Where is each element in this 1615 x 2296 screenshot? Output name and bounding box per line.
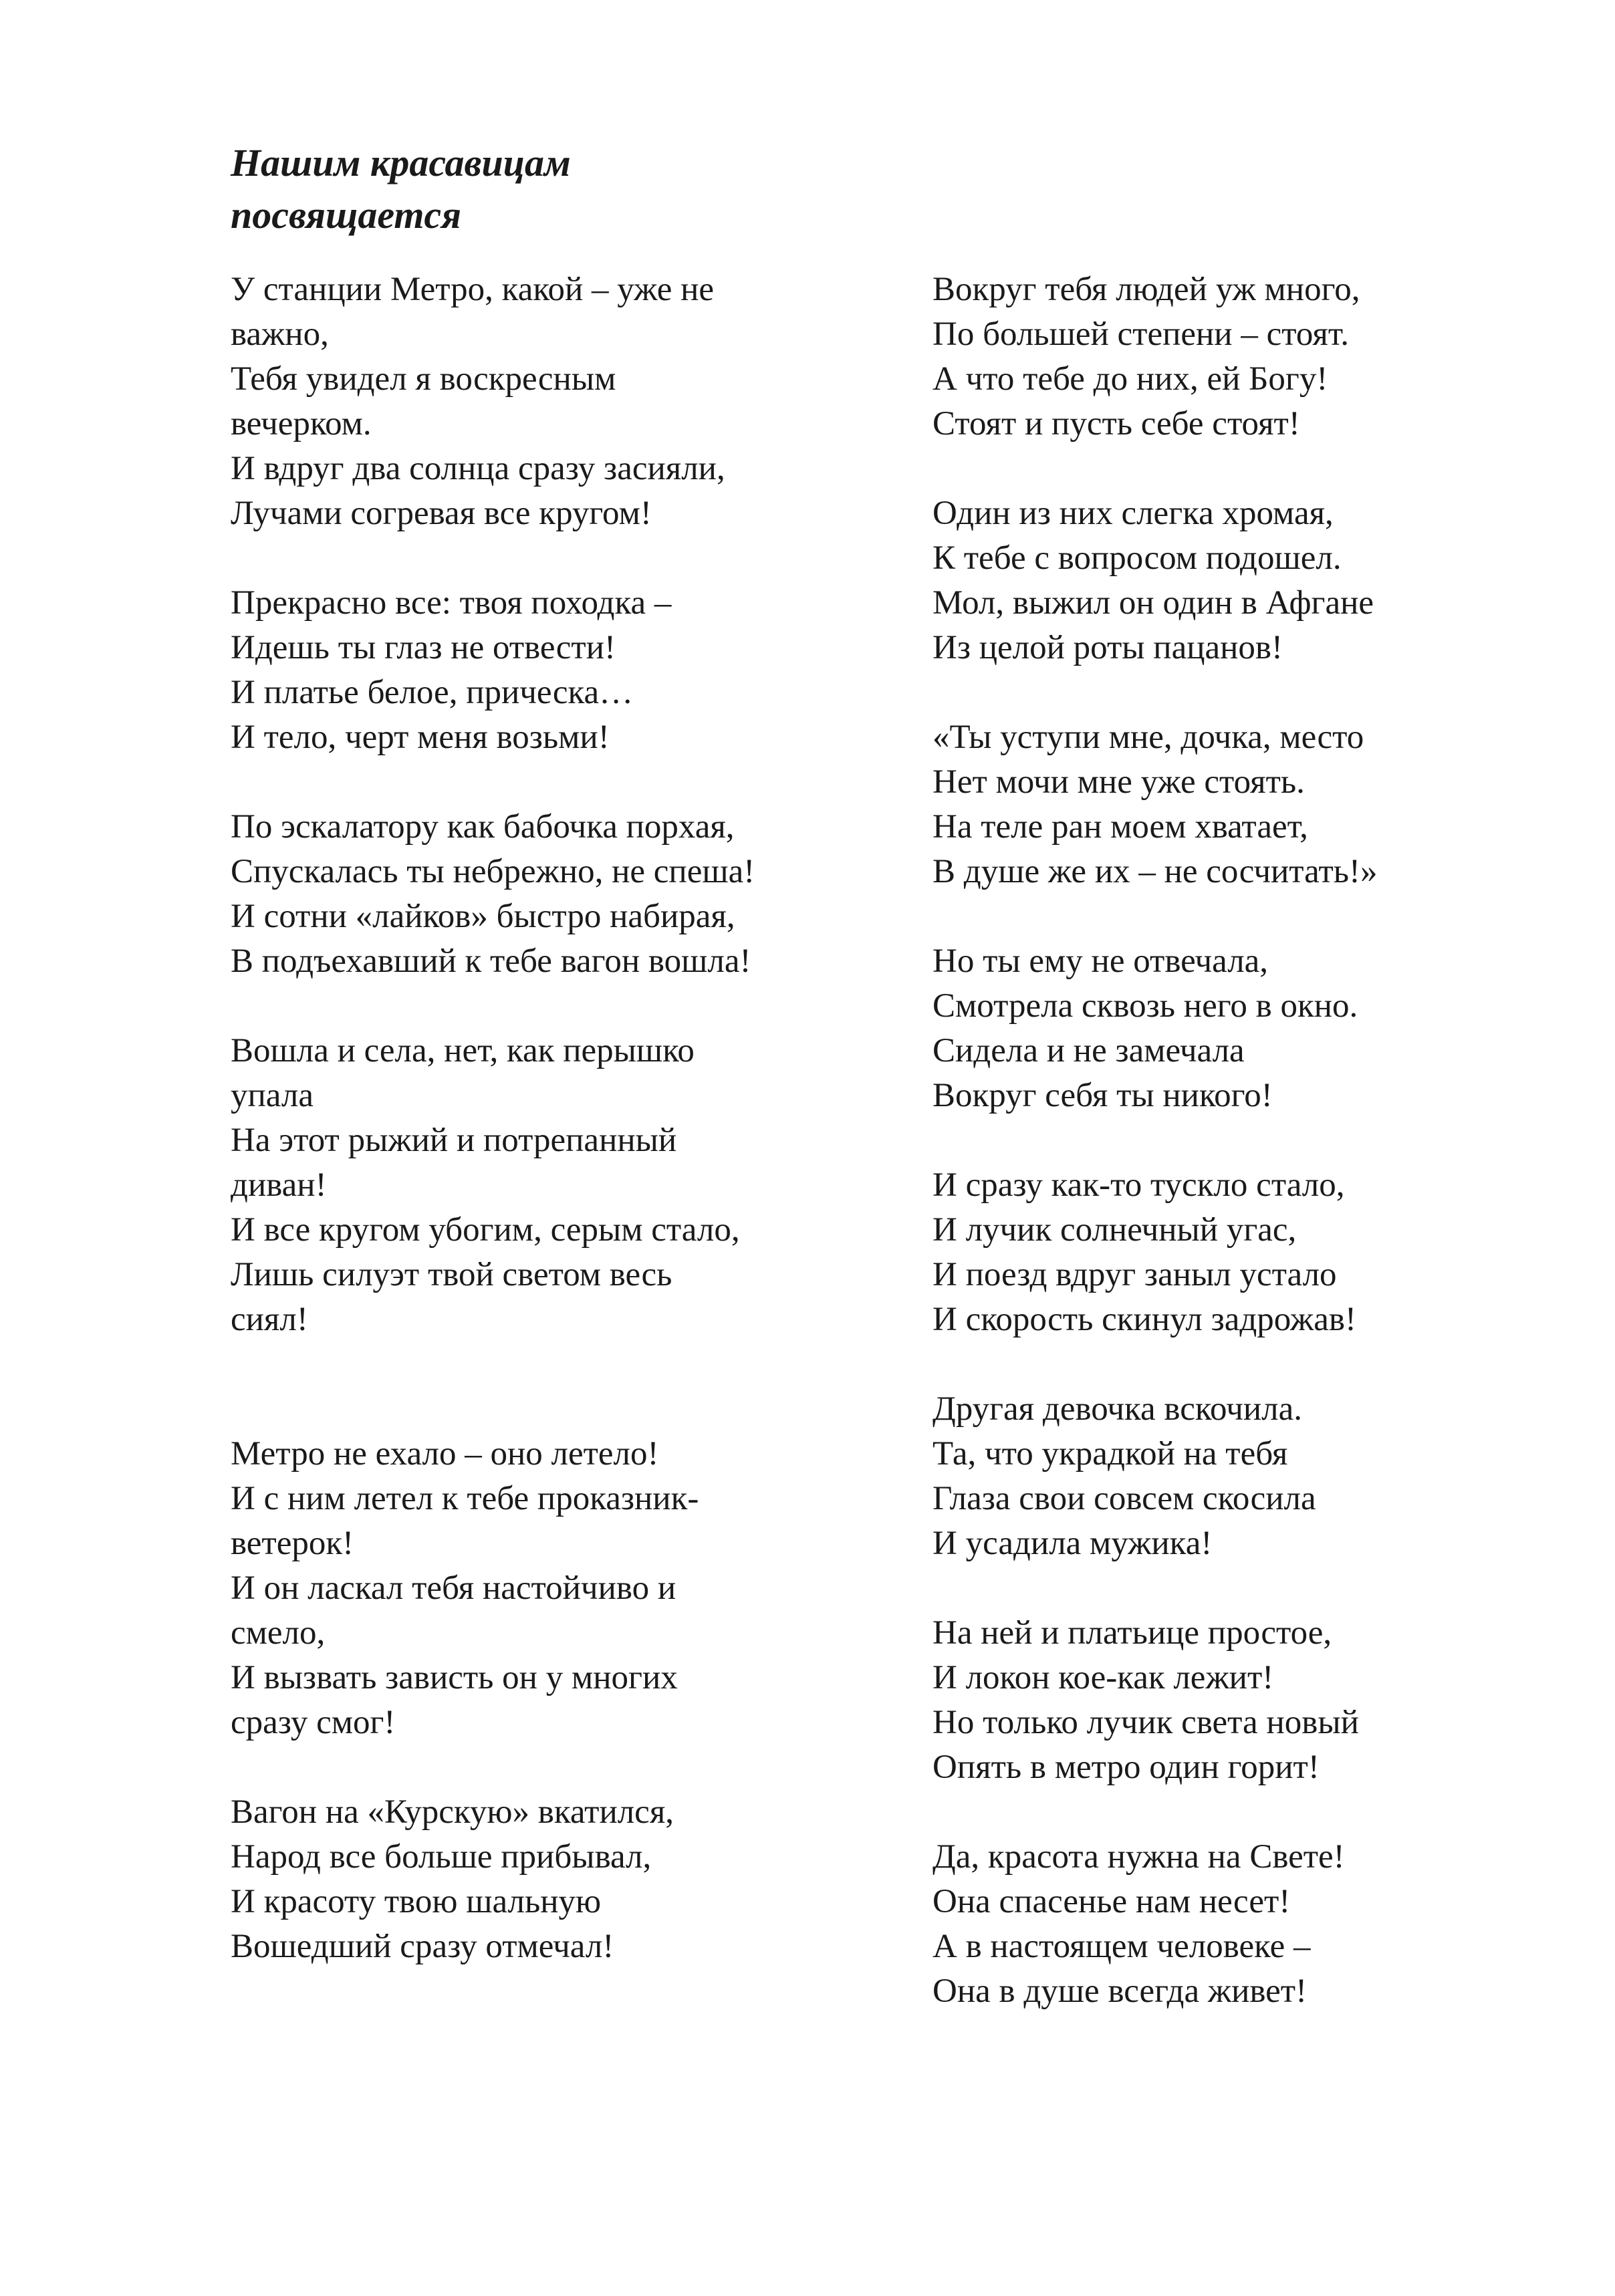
stanza	[933, 267, 1601, 447]
stanza-gap	[933, 670, 1601, 715]
poem-line: Спускалась ты небрежно, не спеша!	[231, 853, 755, 890]
poem-line: В душе же их – не сосчитать!»	[933, 853, 1378, 890]
poem-line: смело,	[231, 1614, 326, 1652]
poem-line: Народ все больше прибывал,	[231, 1838, 652, 1876]
poem-line: Вошедший сразу отмечал!	[231, 1928, 614, 1965]
stanza	[933, 1163, 1601, 1342]
poem-line: Глаза свои совсем скосила	[933, 1480, 1316, 1517]
stanza	[933, 1387, 1601, 1566]
poem-line: Та, что украдкой на тебя	[933, 1435, 1288, 1473]
poem-line: И сотни «лайков» быстро набирая,	[231, 898, 735, 935]
poem-line: Из целой роты пацанов!	[933, 629, 1283, 666]
poem-line: Вокруг себя ты никого!	[933, 1077, 1273, 1114]
poem-line: В подъехавший к тебе вагон вошла!	[231, 942, 751, 980]
poem-line: Она в душе всегда живет!	[933, 1972, 1308, 2010]
stanza-gap	[231, 536, 899, 581]
poem-line: «Ты уступи мне, дочка, место	[933, 719, 1364, 756]
poem-line: диван!	[231, 1166, 327, 1204]
poem-line: По большей степени – стоят.	[933, 315, 1350, 353]
right-column	[933, 267, 1601, 2014]
stanza	[231, 267, 899, 536]
poem-line: А в настоящем человеке –	[933, 1928, 1311, 1965]
stanza-gap	[231, 760, 899, 805]
stanza-gap	[231, 984, 899, 1029]
stanza	[231, 1790, 899, 1969]
poem-line: Метро не ехало – оно летело!	[231, 1435, 659, 1473]
poem-line: И красоту твою шальную	[231, 1883, 602, 1920]
stanza	[231, 1029, 899, 1342]
poem-line: Стоят и пусть себе стоят!	[933, 405, 1300, 442]
poem-line: И поезд вдруг заныл устало	[933, 1256, 1337, 1293]
poem-title	[231, 137, 899, 241]
poem-line: И лучик солнечный угас,	[933, 1211, 1297, 1249]
poem-line: сразу смог!	[231, 1704, 396, 1741]
stanza	[231, 805, 899, 984]
poem-title-line: Нашим красавицам	[231, 141, 571, 184]
stanza	[933, 939, 1601, 1118]
left-column	[231, 267, 899, 1969]
poem-line: Лишь силуэт твой светом весь	[231, 1256, 672, 1293]
stanza-gap	[231, 1745, 899, 1790]
poem-line: И сразу как-то тускло стало,	[933, 1166, 1345, 1204]
poem-line: Идешь ты глаз не отвести!	[231, 629, 616, 666]
poem-line: вечерком.	[231, 405, 372, 442]
stanza	[933, 715, 1601, 894]
poem-line: И все кругом убогим, серым стало,	[231, 1211, 740, 1249]
poem-line: Лучами согревая все кругом!	[231, 495, 652, 532]
poem-line: Сидела и не замечала	[933, 1032, 1245, 1069]
stanza-gap	[933, 1342, 1601, 1387]
poem-line: Прекрасно все: твоя походка –	[231, 584, 672, 622]
stanza-gap	[933, 894, 1601, 939]
stanza	[933, 1611, 1601, 1790]
stanza	[933, 491, 1601, 670]
poem-line: Да, красота нужна на Свете!	[933, 1838, 1345, 1876]
poem-line: И платье белое, прическа…	[231, 674, 634, 711]
stanza-gap	[933, 1118, 1601, 1163]
poem-line: Опять в метро один горит!	[933, 1749, 1320, 1786]
poem-line: К тебе с вопросом подошел.	[933, 539, 1342, 577]
poem-line: На ней и платьице простое,	[933, 1614, 1332, 1652]
poem-title-line: посвящается	[231, 193, 462, 237]
stanza	[231, 581, 899, 760]
stanza-gap	[933, 1566, 1601, 1611]
poem-line: И вдруг два солнца сразу засияли,	[231, 450, 725, 487]
poem-line: упала	[231, 1077, 314, 1114]
poem-line: И скорость скинул задрожав!	[933, 1301, 1356, 1338]
poem-line: Тебя увидел я воскресным	[231, 360, 616, 398]
poem-line: Вокруг тебя людей уж много,	[933, 271, 1360, 308]
poem-line: Другая девочка вскочила.	[933, 1390, 1302, 1428]
poem-line: Нет мочи мне уже стоять.	[933, 763, 1305, 801]
poem-line: Один из них слегка хромая,	[933, 495, 1334, 532]
stanza-gap	[231, 1342, 899, 1432]
poem-line: На теле ран моем хватает,	[933, 808, 1308, 846]
poem-line: На этот рыжий и потрепанный	[231, 1122, 677, 1159]
poem-line: ветерок!	[231, 1525, 354, 1562]
poem-line: Но только лучик света новый	[933, 1704, 1359, 1741]
stanza	[231, 1432, 899, 1745]
stanza-gap	[933, 447, 1601, 491]
poem-line: И он ласкал тебя настойчиво и	[231, 1569, 676, 1607]
poem-line: И с ним летел к тебе проказник-	[231, 1480, 699, 1517]
poem-line: И усадила мужика!	[933, 1525, 1213, 1562]
poem-line: И тело, черт меня возьми!	[231, 719, 610, 756]
poem-line: сиял!	[231, 1301, 308, 1338]
poem-line: Вошла и села, нет, как перышко	[231, 1032, 695, 1069]
poem-line: Мол, выжил он один в Афгане	[933, 584, 1374, 622]
poem-line: Вагон на «Курскую» вкатился,	[231, 1793, 674, 1831]
poem-line: А что тебе до них, ей Богу!	[933, 360, 1328, 398]
poem-line: И локон кое-как лежит!	[933, 1659, 1274, 1696]
poem-line: И вызвать зависть он у многих	[231, 1659, 678, 1696]
stanza	[933, 1835, 1601, 2014]
poem-line: У станции Метро, какой – уже не	[231, 271, 715, 308]
poem-line: важно,	[231, 315, 329, 353]
stanza-gap	[933, 1790, 1601, 1835]
poem-line: Но ты ему не отвечала,	[933, 942, 1269, 980]
poem-line: Она спасенье нам несет!	[933, 1883, 1291, 1920]
poem-line: Смотрела сквозь него в окно.	[933, 987, 1358, 1025]
poem-line: По эскалатору как бабочка порхая,	[231, 808, 735, 846]
